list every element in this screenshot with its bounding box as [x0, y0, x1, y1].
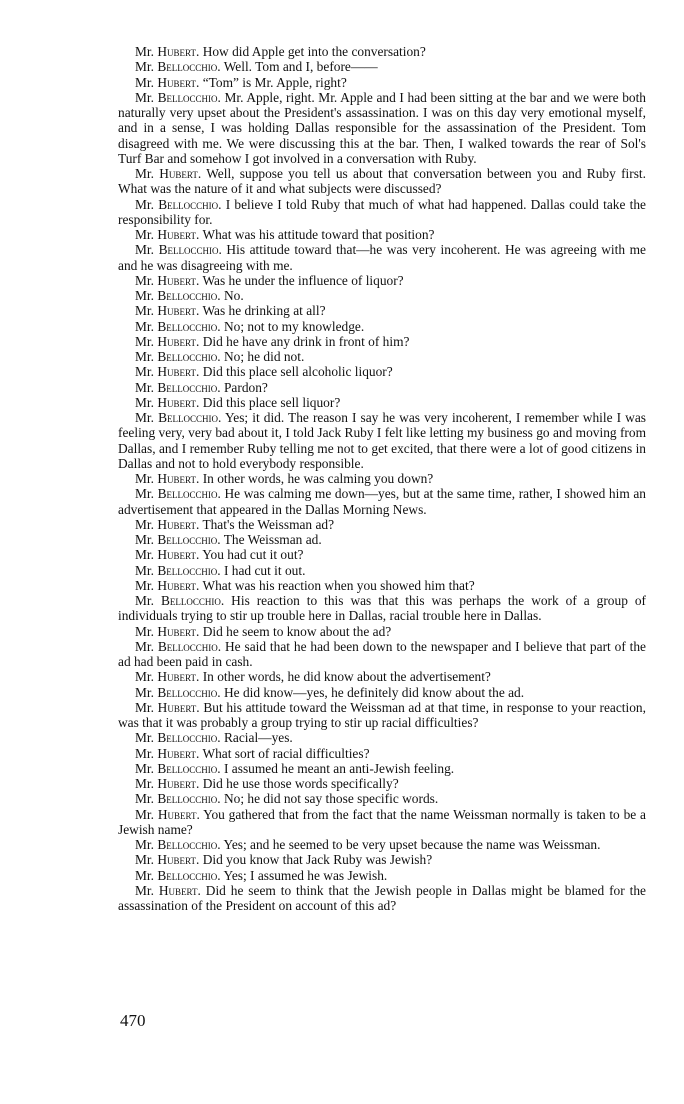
testimony-paragraph — [118, 273, 646, 288]
speaker-name: Hubert. — [157, 364, 200, 380]
speaker-title: Mr. — [135, 745, 154, 761]
testimony-paragraph — [118, 547, 646, 562]
speaker-title: Mr. — [135, 166, 154, 181]
testimony-paragraph — [118, 593, 646, 624]
speaker-name: Bellocchio. — [157, 837, 221, 852]
speaker-title: Mr. — [135, 547, 154, 563]
speaker-name: Bellocchio. — [157, 288, 221, 303]
speaker-title: Mr. — [135, 471, 154, 486]
testimony-text-body: Did he seem to think that the Jewish people in Dallas might be blamed for the assassination of the President on account of this ad? — [118, 882, 646, 913]
testimony-text-body: No; he did not. — [223, 349, 305, 364]
speaker-title: Mr. — [135, 486, 154, 502]
testimony-text-body: That's the Weissman ad? — [202, 516, 335, 532]
testimony-text-body: Did he seem to know about the ad? — [202, 623, 392, 639]
speaker-title: Mr. — [135, 730, 154, 746]
testimony-text-body: Did you know that Jack Ruby was Jewish? — [202, 852, 433, 868]
speaker-name: Bellocchio. — [158, 242, 222, 258]
testimony-paragraph — [118, 761, 646, 776]
speaker-name: Hubert. — [157, 806, 200, 822]
testimony-paragraph — [118, 563, 646, 578]
speaker-title: Mr. — [135, 562, 154, 578]
speaker-title: Mr. — [135, 333, 154, 349]
speaker-name: Bellocchio. — [160, 593, 225, 608]
testimony-paragraph — [118, 380, 646, 395]
speaker-title: Mr. — [135, 394, 154, 410]
speaker-title: Mr. — [135, 593, 154, 608]
testimony-paragraph — [118, 471, 646, 486]
speaker-title: Mr. — [135, 806, 154, 822]
testimony-paragraph — [118, 837, 646, 852]
testimony-text-body: You gathered that from the fact that the name Weissman normally is taken to be a Jewish name? — [118, 806, 646, 837]
testimony-text-body: Yes; I assumed he was Jewish. — [223, 867, 388, 883]
testimony-paragraph — [118, 395, 646, 410]
speaker-title: Mr. — [135, 379, 154, 395]
testimony-paragraph — [118, 486, 646, 517]
testimony-paragraph — [118, 410, 646, 471]
speaker-name: Hubert. — [157, 303, 200, 319]
testimony-text-body: In other words, he did know about the advertisement? — [202, 669, 491, 685]
testimony-paragraph — [118, 75, 646, 90]
speaker-title: Mr. — [135, 760, 154, 776]
speaker-name: Hubert. — [159, 166, 202, 181]
speaker-name: Bellocchio. — [157, 349, 221, 364]
testimony-text-body: Did he have any drink in front of him? — [202, 333, 410, 349]
speaker-name: Bellocchio. — [157, 89, 221, 105]
speaker-name: Hubert. — [157, 699, 200, 715]
testimony-paragraph — [118, 90, 646, 166]
testimony-text-body: No; not to my knowledge. — [223, 318, 365, 334]
speaker-name: Hubert. — [157, 44, 200, 59]
testimony-text-body: Did he use those words specifically? — [202, 776, 399, 791]
testimony-paragraph — [118, 639, 646, 670]
speaker-title: Mr. — [135, 59, 154, 75]
testimony-paragraph — [118, 319, 646, 334]
testimony-paragraph — [118, 807, 646, 838]
testimony-text-body: Yes; and he seemed to be very upset because the name was Weissman. — [223, 837, 601, 852]
speaker-title: Mr. — [135, 776, 154, 791]
speaker-title: Mr. — [135, 638, 154, 654]
speaker-title: Mr. — [135, 303, 154, 319]
testimony-text-body: Mr. Apple, right. Mr. Apple and I had been sitting at the bar and we were both naturally very upset about the President's assassination. I was on this day very emotional myself, and in a sense, I was holding Dallas responsible for the assassination of the President. Tom disagreed with me. We were discussing this at the bar. Then, I walked towards the rear of Sol's Turf Bar and somehow I got involved in a conversation with Ruby. — [118, 89, 646, 166]
testimony-text-body: He said that he had been down to the newspaper and I believe that part of the ad had been paid in cash. — [118, 638, 646, 669]
testimony-text-body: I believe I told Ruby that much of what had happened. Dallas could take the responsibility for. — [118, 196, 646, 227]
speaker-name: Hubert. — [157, 333, 200, 349]
speaker-title: Mr. — [135, 577, 154, 593]
speaker-name: Bellocchio. — [157, 486, 221, 502]
testimony-text-body: Did this place sell liquor? — [202, 394, 341, 410]
testimony-text-body: He did know—yes, he definitely did know about the ad. — [223, 684, 525, 700]
testimony-text-body: Pardon? — [223, 379, 268, 395]
speaker-name: Hubert. — [157, 669, 200, 685]
speaker-title: Mr. — [135, 318, 154, 334]
testimony-paragraph — [118, 334, 646, 349]
testimony-text-body: Racial—yes. — [223, 730, 293, 746]
testimony-paragraph — [118, 624, 646, 639]
testimony-text-body: He was calming me down—yes, but at the same time, rather, I showed him an advertisement that appeared in the Dallas Morning News. — [118, 486, 647, 517]
speaker-name: Bellocchio. — [157, 59, 221, 75]
speaker-title: Mr. — [135, 349, 154, 364]
speaker-name: Hubert. — [157, 776, 200, 791]
speaker-title: Mr. — [135, 837, 154, 852]
testimony-text-body: You had cut it out? — [202, 547, 304, 563]
testimony-paragraph — [118, 883, 646, 914]
testimony-paragraph — [118, 242, 646, 273]
testimony-text — [118, 44, 646, 913]
speaker-title: Mr. — [135, 364, 154, 380]
testimony-text-body: Yes; it did. The reason I say he was very incoherent, I remember while I was feeling very, very bad about it, I told Jack Ruby I felt like letting my business go and moving from Dallas, and I remember Ruby telling me not to get excited, that there were a lot of good citizens in Dallas and not to hold everybody responsible. — [118, 410, 646, 471]
speaker-name: Hubert. — [157, 623, 200, 639]
speaker-title: Mr. — [135, 227, 154, 242]
speaker-name: Hubert. — [157, 471, 200, 486]
testimony-paragraph — [118, 227, 646, 242]
speaker-name: Bellocchio. — [157, 379, 221, 395]
speaker-name: Hubert. — [157, 852, 200, 868]
speaker-name: Hubert. — [157, 227, 200, 242]
testimony-paragraph — [118, 669, 646, 684]
speaker-name: Hubert. — [157, 547, 200, 563]
speaker-title: Mr. — [135, 516, 154, 532]
testimony-paragraph — [118, 852, 646, 867]
speaker-name: Bellocchio. — [158, 196, 222, 212]
testimony-paragraph — [118, 166, 646, 197]
speaker-title: Mr. — [135, 669, 154, 685]
testimony-paragraph — [118, 303, 646, 318]
speaker-title: Mr. — [135, 44, 154, 59]
speaker-name: Bellocchio. — [157, 760, 221, 776]
testimony-text-body: His attitude toward that—he was very incoherent. He was agreeing with me and he was disagreeing with me. — [118, 242, 646, 273]
speaker-name: Bellocchio. — [157, 867, 221, 883]
testimony-paragraph — [118, 197, 646, 228]
testimony-text-body: Well, suppose you tell us about that conversation between you and Ruby first. What was the nature of it and what subjects were discussed? — [118, 166, 646, 197]
speaker-name: Hubert. — [157, 745, 200, 761]
testimony-text-body: But his attitude toward the Weissman ad at that time, in response to your reaction, was that it was probably a group trying to stir up racial difficulties? — [118, 699, 646, 730]
testimony-paragraph — [118, 532, 646, 547]
testimony-text-body: No; he did not say those specific words. — [223, 791, 439, 807]
speaker-title: Mr. — [135, 288, 154, 303]
testimony-text-body: What was his reaction when you showed him that? — [202, 577, 475, 593]
testimony-text-body: In other words, he was calming you down? — [202, 471, 434, 486]
speaker-title: Mr. — [135, 74, 154, 90]
speaker-name: Bellocchio. — [157, 562, 221, 578]
testimony-paragraph — [118, 578, 646, 593]
testimony-text-body: “Tom” is Mr. Apple, right? — [202, 74, 347, 90]
speaker-name: Bellocchio. — [157, 532, 221, 547]
testimony-text-body: What was his attitude toward that position? — [202, 227, 435, 242]
speaker-title: Mr. — [135, 882, 154, 898]
speaker-name: Hubert. — [157, 74, 200, 90]
speaker-title: Mr. — [135, 867, 154, 883]
testimony-paragraph — [118, 730, 646, 745]
speaker-title: Mr. — [135, 699, 154, 715]
testimony-text-body: His reaction to this was that this was perhaps the work of a group of individuals trying to stir up trouble here in Dallas, racial trouble here in Dallas. — [118, 593, 646, 624]
speaker-name: Hubert. — [157, 577, 200, 593]
testimony-text-body: What sort of racial difficulties? — [202, 745, 370, 761]
speaker-title: Mr. — [135, 196, 154, 212]
speaker-name: Bellocchio. — [157, 638, 222, 654]
testimony-text-body: Well. Tom and I, before—— — [223, 59, 378, 75]
speaker-name: Bellocchio. — [157, 791, 221, 807]
speaker-name: Hubert. — [158, 882, 201, 898]
speaker-name: Hubert. — [157, 272, 200, 288]
testimony-text-body: How did Apple get into the conversation? — [202, 44, 426, 59]
speaker-name: Bellocchio. — [158, 410, 222, 425]
testimony-paragraph — [118, 288, 646, 303]
testimony-paragraph — [118, 517, 646, 532]
speaker-name: Hubert. — [157, 516, 200, 532]
testimony-paragraph — [118, 44, 646, 59]
speaker-title: Mr. — [135, 623, 154, 639]
testimony-text-body: No. — [223, 288, 244, 303]
speaker-title: Mr. — [135, 684, 154, 700]
testimony-paragraph — [118, 364, 646, 379]
testimony-paragraph — [118, 700, 646, 731]
speaker-title: Mr. — [135, 410, 154, 425]
testimony-paragraph — [118, 59, 646, 74]
speaker-title: Mr. — [135, 272, 154, 288]
testimony-text-body: The Weissman ad. — [223, 532, 322, 547]
speaker-name: Bellocchio. — [157, 730, 221, 746]
speaker-name: Bellocchio. — [157, 318, 221, 334]
speaker-title: Mr. — [135, 852, 154, 868]
testimony-paragraph — [118, 685, 646, 700]
testimony-text-body: I had cut it out. — [223, 562, 306, 578]
testimony-text-body: I assumed he meant an anti-Jewish feeling. — [223, 760, 455, 776]
speaker-title: Mr. — [135, 242, 154, 258]
speaker-name: Bellocchio. — [157, 684, 221, 700]
testimony-paragraph — [118, 776, 646, 791]
testimony-paragraph — [118, 746, 646, 761]
speaker-title: Mr. — [135, 532, 154, 547]
page-number: 470 — [120, 1011, 146, 1030]
testimony-text-body: Did this place sell alcoholic liquor? — [202, 364, 393, 380]
speaker-name: Hubert. — [157, 394, 200, 410]
speaker-title: Mr. — [135, 89, 154, 105]
testimony-paragraph — [118, 791, 646, 806]
testimony-text-body: Was he drinking at all? — [202, 303, 326, 319]
speaker-title: Mr. — [135, 791, 154, 807]
testimony-paragraph — [118, 868, 646, 883]
testimony-paragraph — [118, 349, 646, 364]
testimony-text-body: Was he under the influence of liquor? — [202, 272, 404, 288]
